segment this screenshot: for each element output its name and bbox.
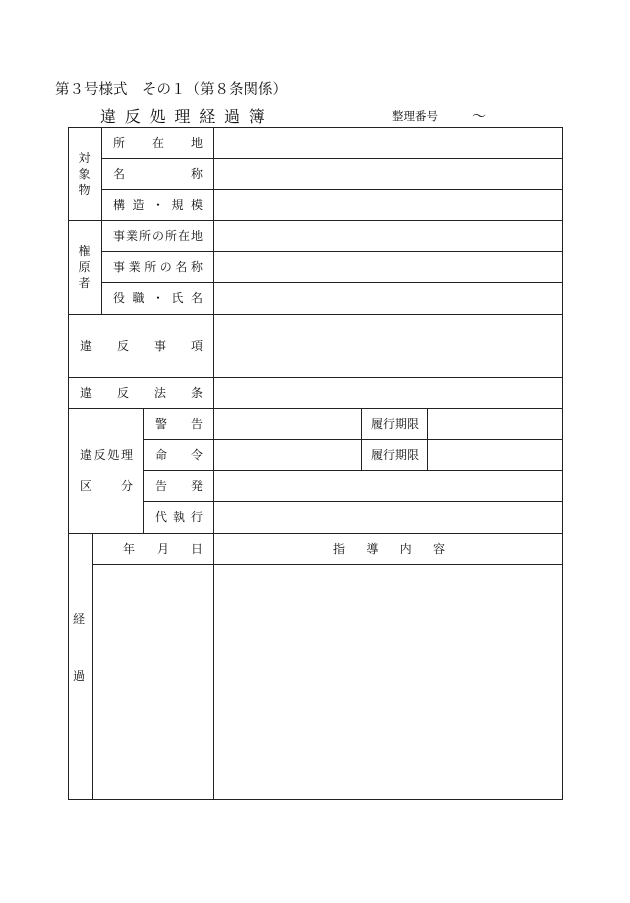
progress-group-char: 経 — [72, 612, 86, 626]
name-label: 名称 — [113, 167, 203, 181]
authority-group-char: 原 — [78, 260, 91, 274]
violation-laws-label: 違反法条 — [80, 386, 203, 400]
object-group-char: 象 — [78, 167, 91, 181]
progress-group-char: 過 — [72, 669, 86, 683]
disposition-label-line1: 違反処理 — [80, 448, 133, 462]
office-name-label: 事業所の名称 — [113, 260, 203, 274]
notice-label: 告発 — [155, 479, 203, 493]
object-group-char: 物 — [78, 183, 91, 197]
object-group-char: 対 — [78, 151, 91, 165]
disposition-label-line2: 区分 — [80, 479, 133, 493]
violation-items-label: 違反事項 — [80, 339, 203, 353]
title-name-label: 役職・氏名 — [113, 291, 203, 305]
deadline-label: 履行期限 — [371, 448, 420, 462]
location-label: 所在地 — [113, 136, 203, 150]
document-title: 違反処理経過簿 — [100, 107, 274, 126]
warning-label: 警告 — [155, 417, 203, 431]
authority-group-char: 権 — [78, 244, 91, 258]
execution-label: 代執行 — [155, 510, 203, 524]
date-column-header: 年月日 — [123, 542, 203, 556]
reference-number-range: ～ — [472, 109, 486, 125]
form-number-label: 第３号様式 その１（第８条関係） — [55, 82, 287, 98]
deadline-label: 履行期限 — [371, 417, 420, 431]
guidance-column-header: 指導内容 — [333, 542, 445, 556]
reference-number-label: 整理番号 — [392, 109, 438, 123]
structure-scale-label: 構造・規模 — [113, 198, 203, 212]
order-label: 命令 — [155, 448, 203, 462]
authority-group-char: 者 — [78, 276, 91, 290]
office-location-label: 事業所の所在地 — [113, 229, 203, 243]
